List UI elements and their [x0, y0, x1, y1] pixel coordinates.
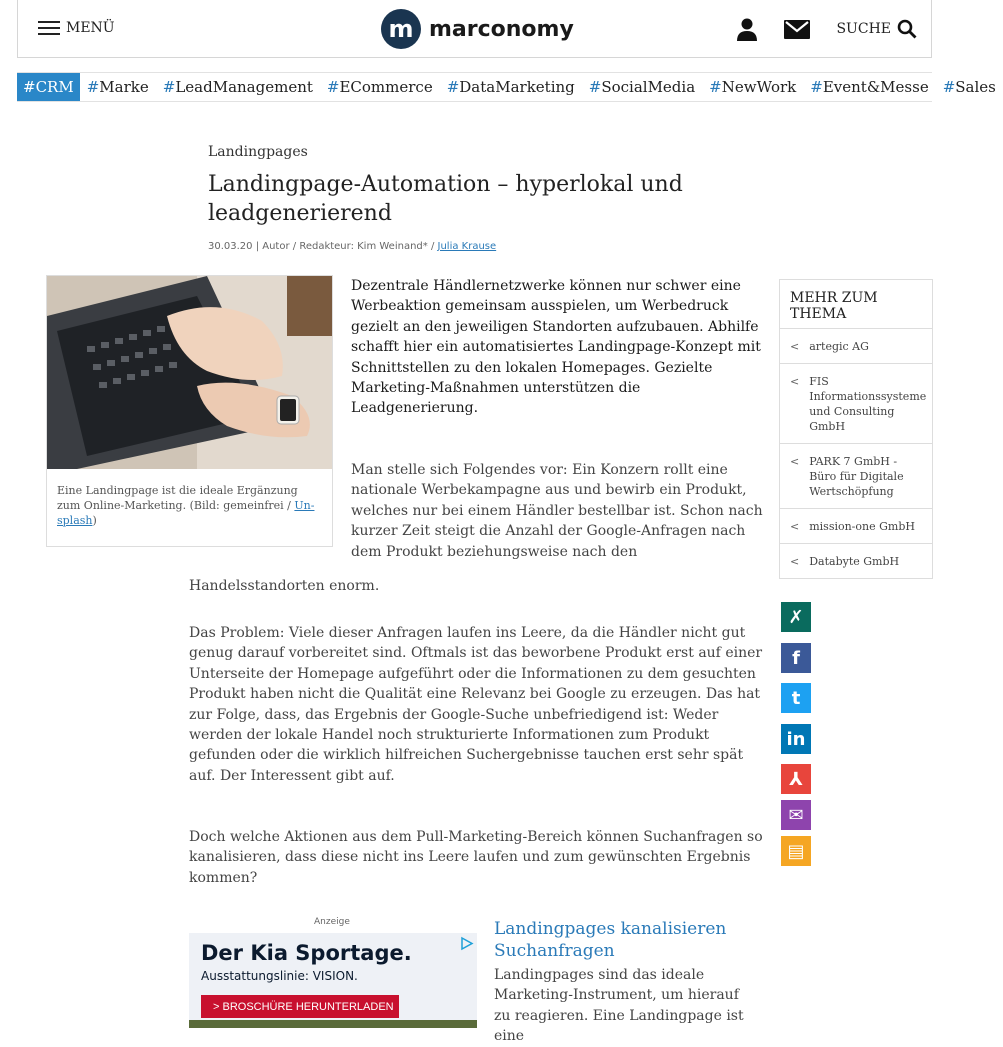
caption-text: Eine Landingpage ist die ideale Ergänzung zum Online-Marketing. (Bild: gemeinfrei / — [57, 484, 298, 512]
hash-symbol: # — [588, 78, 602, 96]
paragraph-3: Doch welche Aktionen aus dem Pull-Marketing-Bereich können Suchanfragen so kanalisieren, dass diese nicht ins Leere laufen und zum gewünschten Ergebnis kommen? — [189, 829, 763, 886]
email-icon[interactable]: ✉ — [781, 800, 811, 830]
site-header — [17, 0, 932, 58]
tag-label: ECommerce — [339, 78, 433, 96]
related-topic-item[interactable] — [780, 444, 932, 509]
byline-text: 30.03.20 | Autor / Redakteur: Kim Weinand* / — [208, 241, 438, 252]
ad-label: Anzeige — [314, 917, 350, 927]
site-logo[interactable] — [381, 9, 574, 49]
section-subheading: Landingpages kanalisieren Suchanfragen — [494, 919, 727, 961]
paragraph-1-line: kurzer Zeit steigt die Anzahl der Google-Anfragen nach — [351, 523, 746, 540]
tag-bar — [17, 72, 996, 102]
tag-marke[interactable] — [80, 73, 156, 101]
twitter-icon[interactable]: t — [781, 683, 811, 713]
paragraph-1-line: Man stelle sich Folgendes vor: Ein Konzern rollt eine — [351, 462, 728, 478]
paragraph-1-line: dem Produkt beziehungsweise nach den — [351, 543, 638, 560]
chevron-left-icon: < — [790, 555, 800, 568]
tag-ecommerce[interactable] — [320, 73, 440, 101]
hash-symbol: # — [709, 78, 722, 96]
related-topic-label: FIS Informationssysteme und Consulting GmbH — [809, 375, 927, 433]
search-button[interactable] — [836, 19, 917, 39]
related-topic-label: artegic AG — [809, 340, 869, 353]
paragraph-2: Das Problem: Viele dieser Anfragen laufen ins Leere, da die Händler nicht gut genug darauf vorbereitet sind. Oftmals ist das beworbene Produkt erst auf einer Unterseite der Homepage aufgeführt oder die Informationen zu dem gesuchten Produkt haben nicht die Qualität eine Relevanz bei Google zu erzeugen. Das hat zur Folge, dass, das Ergebnis der Google-Suche unbefriedigend ist: Weder werden der lokale Handel noch strukturierte Informationen zum Produkt gefunden oder die wirklich hilfreichen Suchergebnisse tauchen erst sehr spät auf. Der Interessent gibt auf. — [189, 625, 763, 784]
hash-symbol: # — [810, 78, 823, 96]
caption-source-link[interactable]: Un-splash — [57, 499, 315, 527]
paragraph-1-line: nationale Werbekampagne aus und bewirb ein Produkt, — [351, 482, 747, 499]
print-icon[interactable]: ▤ — [781, 836, 811, 866]
hash-symbol: # — [23, 78, 36, 96]
adchoices-icon[interactable] — [460, 937, 473, 950]
caption-end: ) — [92, 514, 97, 527]
related-topics-box — [779, 279, 933, 579]
ad-title: Der Kia Sportage. — [201, 941, 412, 965]
menu-label: MENÜ — [66, 20, 115, 36]
pdf-icon[interactable]: ⅄ — [781, 764, 811, 794]
ad-image-strip — [189, 1020, 477, 1028]
related-topic-item[interactable] — [780, 509, 932, 544]
tag-event-messe[interactable] — [803, 73, 935, 101]
tag-socialmedia[interactable] — [582, 73, 702, 101]
article-lead: Dezentrale Händlernetzwerke können nur schwer eine Werbeaktion gemeinsam ausspielen, um Werbedruck gezielt an den jeweiligen Standorten aufzubauen. Abhilfe schafft hier ein automatisiertes Landingpage-Konzept mit Schnittstellen zu den lokalen Homepages. Gezielte Marketing-Maßnahmen unterstützen die Leadgenerierung. — [351, 278, 761, 417]
tag-label: SocialMedia — [601, 78, 696, 96]
xing-icon[interactable]: ✗ — [781, 602, 811, 632]
linkedin-icon[interactable]: in — [781, 724, 811, 754]
ad-download-button[interactable]: > BROSCHÜRE HERUNTERLADEN — [201, 995, 399, 1018]
hash-symbol: # — [162, 78, 176, 96]
chevron-left-icon: < — [790, 340, 800, 353]
article-category[interactable]: Landingpages — [208, 144, 308, 160]
related-topic-item[interactable] — [780, 364, 932, 444]
image-caption — [47, 469, 332, 528]
article-title: Landingpage-Automation – hyperlokal und leadgenerierend — [208, 172, 683, 226]
logo-mark-icon: m — [381, 9, 421, 49]
paragraph-1-tail: Handelsstandorten enorm. — [189, 578, 380, 594]
tag-label: LeadManagement — [175, 78, 313, 96]
related-topic-label: Databyte GmbH — [809, 555, 900, 568]
paragraph-1-line: welches nur bei einem Händler bestellbar ist. Schon nach — [351, 502, 763, 519]
tag-label: Marke — [99, 78, 149, 96]
advertisement[interactable] — [189, 933, 477, 1028]
facebook-icon[interactable]: f — [781, 643, 811, 673]
hash-symbol: # — [326, 78, 340, 96]
chevron-left-icon: < — [790, 455, 800, 468]
chevron-left-icon: < — [790, 375, 800, 388]
related-topics-heading: MEHR ZUM THEMA — [780, 280, 932, 329]
chevron-left-icon: < — [790, 520, 800, 533]
paragraph-4: Landingpages sind das ideale Marketing-Instrument, um hierauf zu reagieren. Eine Landingpage ist eine — [494, 967, 744, 1045]
menu-button[interactable] — [38, 20, 115, 36]
tag-crm[interactable] — [17, 73, 80, 101]
related-topic-item[interactable] — [780, 544, 932, 578]
article-image[interactable] — [47, 276, 332, 469]
mail-icon[interactable] — [784, 20, 810, 39]
tag-sales[interactable] — [936, 73, 1003, 101]
tag-label: Sales — [955, 78, 996, 96]
article-byline — [208, 241, 496, 252]
tag-label: DataMarketing — [459, 78, 575, 96]
logo-text: marconomy — [429, 16, 574, 42]
paragraph-1 — [351, 460, 766, 562]
tag-datamarketing[interactable] — [440, 73, 582, 101]
tag-newwork[interactable] — [702, 73, 803, 101]
article-figure — [46, 275, 333, 547]
tag-label: Event&Messe — [822, 78, 929, 96]
author-link[interactable]: Julia Krause — [437, 241, 497, 252]
hash-symbol: # — [942, 78, 956, 96]
related-topic-label: mission-one GmbH — [809, 520, 915, 533]
search-label: SUCHE — [836, 21, 891, 37]
hash-symbol: # — [446, 78, 460, 96]
tag-leadmanagement[interactable] — [156, 73, 320, 101]
user-icon[interactable] — [736, 17, 758, 41]
related-topic-item[interactable] — [780, 329, 932, 364]
ad-subtitle: Ausstattungslinie: VISION. — [201, 969, 358, 983]
hash-symbol: # — [86, 78, 100, 96]
tag-label: NewWork — [721, 78, 797, 96]
related-topic-label: PARK 7 GmbH - Büro für Digitale Wertschöpfung — [809, 455, 904, 498]
hamburger-icon — [38, 21, 60, 36]
search-icon — [897, 19, 917, 39]
tag-label: CRM — [35, 78, 74, 96]
